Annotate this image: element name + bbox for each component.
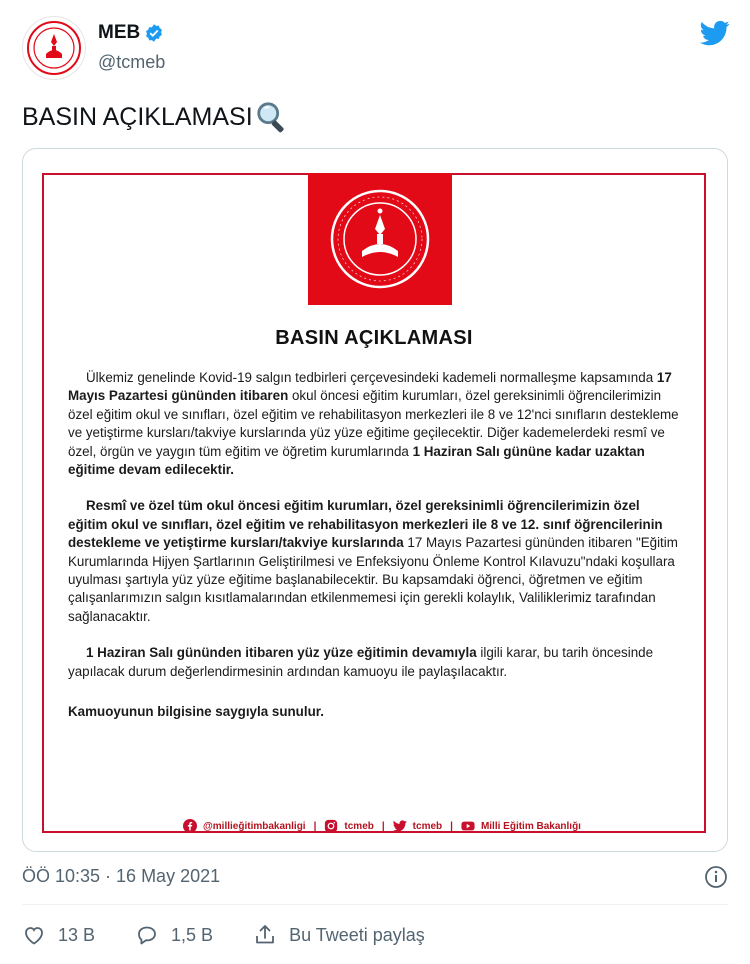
avatar[interactable] [22, 16, 86, 80]
paragraph-1: Ülkemiz genelinde Kovid-19 salgın tedbirleri çerçevesindeki kademeli normalleşme kapsamında 17 Mayıs Pazartesi gününden itibaren okul öncesi eğitim kurumları, özel gereksinimli öğrencilerimizin özel eğitim okul ve sınıfları, özel eğitim ve rehabilitasyon merkezleri ile 8 ve 12'nci sınıfların destekleme ve yetiştirme kursları/takviye kurslarında yüz yüze eğitime geçilecektir. Diğer kademelerdeki resmî ve özel, örgün ve yaygın tüm eğitim ve öğretim kurumlarında 1 Haziran Salı gününe kadar uzaktan eğitime devam edilecektir. [68, 370, 679, 478]
separator: | [313, 820, 317, 832]
document-body [68, 369, 682, 740]
social-links-bar [152, 815, 612, 837]
paragraph-2: Resmî ve özel tüm okul öncesi eğitim kurumları, özel gereksinimli öğrencilerimizin özel eğitim okul ve sınıfları, özel eğitim ve rehabilitasyon merkezleri ile 8 ve 12. sınıf öğrencilerinin destekleme ve yetiştirme kursları/takviye kurslarında 17 Mayıs Pazartesi gününden itibaren "Eğitim Kurumlarında Hijyen Şartlarının Geliştirilmesi ve Enfeksiyonu Önleme Kontrol Kılavuzu"ndaki koşullara uyulması şartıyla yüz yüze eğitime başlanabilecektir. Bu kapsamdaki öğrenci, öğretmen ve eğitim çalışanlarımızın salgın kısıtlamalarından etkilenmemesi için gerekli kolaylık, Valiliklerimiz tarafından sağlanacaktır. [68, 498, 678, 624]
media-card[interactable] [22, 148, 728, 852]
facebook-icon [183, 819, 197, 833]
heart-icon [22, 923, 46, 947]
tweet-text-content: BASIN AÇIKLAMASI [22, 102, 253, 131]
twitter-bird-icon[interactable] [698, 18, 732, 48]
youtube-icon [461, 819, 475, 833]
instagram-handle: tcmeb [344, 820, 374, 832]
meb-emblem-badge [308, 173, 452, 305]
instagram-icon [324, 819, 338, 833]
closing-line: Kamuoyunun bilgisine saygıyla sunulur. [68, 704, 324, 720]
share-label: Bu Tweeti paylaş [289, 924, 425, 945]
document-title: BASIN AÇIKLAMASI [275, 327, 473, 349]
meb-emblem-icon [328, 187, 432, 291]
tweet-text [22, 100, 289, 134]
share-icon [253, 923, 277, 947]
share-button[interactable] [253, 923, 425, 947]
reply-button[interactable] [135, 923, 213, 947]
facebook-handle: @millieğitimbakanligi [203, 820, 306, 832]
meb-logo-icon [26, 20, 82, 76]
reply-count: 1,5 B [171, 924, 214, 945]
press-release-document [42, 173, 706, 833]
like-button[interactable] [22, 923, 95, 947]
separator: | [381, 820, 385, 832]
paragraph-3: 1 Haziran Salı gününden itibaren yüz yüze eğitimin devamıyla ilgili karar, bu tarih öncesinde yapılacak durum değerlendirmesinin ardından kamuoyu ile paylaşılacaktır. [68, 645, 654, 679]
display-name[interactable] [98, 22, 164, 44]
youtube-channel: Milli Eğitim Bakanlığı [480, 820, 581, 832]
magnifying-glass-emoji-icon [255, 100, 289, 134]
user-handle[interactable]: @tcmeb [98, 52, 166, 72]
twitter-small-icon [393, 819, 407, 833]
tweet-header [22, 16, 732, 80]
separator: | [450, 820, 453, 832]
tweet-timestamp[interactable]: ÖÖ 10:35 · 16 May 2021 [22, 866, 221, 886]
divider [22, 904, 728, 905]
tweet-actions [22, 920, 425, 950]
verified-badge-icon [144, 23, 164, 43]
reply-bubble-icon [135, 923, 159, 947]
display-name-text[interactable]: MEB [98, 22, 141, 43]
like-count: 13 B [58, 924, 96, 945]
twitter-handle: tcmeb [412, 820, 443, 832]
info-icon[interactable] [704, 865, 728, 889]
